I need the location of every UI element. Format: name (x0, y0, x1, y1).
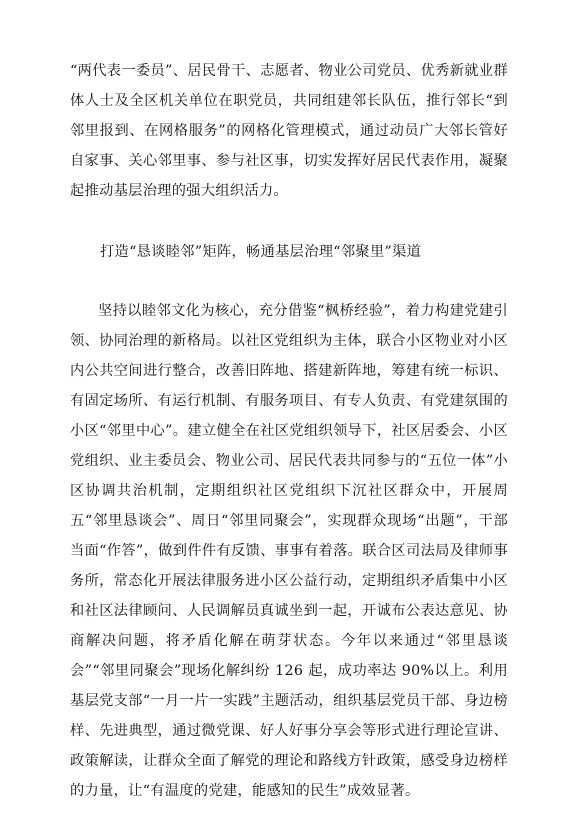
body-paragraph: 坚持以睦邻文化为核心，充分借鉴“枫桥经验”，着力构建党建引领、协同治理的新格局。以社区党组织为主体，联合小区物业对小区内公共空间进行整合，改善旧阵地、搭建新阵地，筹建有统一标识、有固定场所、有运行机制、有服务项目、有专人负责、有党建氛围的小区“邻里中心”。建立健全在社区党组织领导下，社区居委会、小区党组织、业主委员会、物业公司、居民代表共同参与的“五位一体”小区协调共治机制，定期组织社区党组织下沉社区群众中，开展周五“邻里恳谈会”、周日“邻里同聚会”，实现群众现场“出题”，干部当面“作答”，做到件件有反馈、事事有着落。联合区司法局及律师事务所，常态化开展法律服务进小区公益行动，定期组织矛盾集中小区和社区法律顾问、人民调解员真诚坐到一起，开诚布公表达意见、协商解决问题，将矛盾化解在萌芽状态。今年以来通过“邻里恳谈会”“邻里同聚会”现场化解纠纷 126 起，成功率达 90%以上。利用基层党支部“一月一片一实践”主题活动，组织基层党员干部、身边榜样、先进典型，通过微党课、好人好事分享会等形式进行理论宣讲、政策解读，让群众全面了解党的理论和路线方针政策，感受身边榜样的力量，让“有温度的党建，能感知的民生”成效显著。 (70, 303, 508, 799)
intro-paragraph: “两代表一委员”、居民骨干、志愿者、物业公司党员、优秀新就业群体人士及全区机关单位在职党员，共同组建邻长队伍，推行邻长“到邻里报到、在网格服务”的网格化管理模式，通过动员广大邻长管好自家事、关心邻里事、参与社区事，切实发挥好居民代表作用，凝聚起推动基层治理的强大组织活力。 (70, 63, 508, 199)
section-heading: 打造“恳谈睦邻”矩阵，畅通基层治理“邻聚里”渠道 (100, 244, 422, 260)
